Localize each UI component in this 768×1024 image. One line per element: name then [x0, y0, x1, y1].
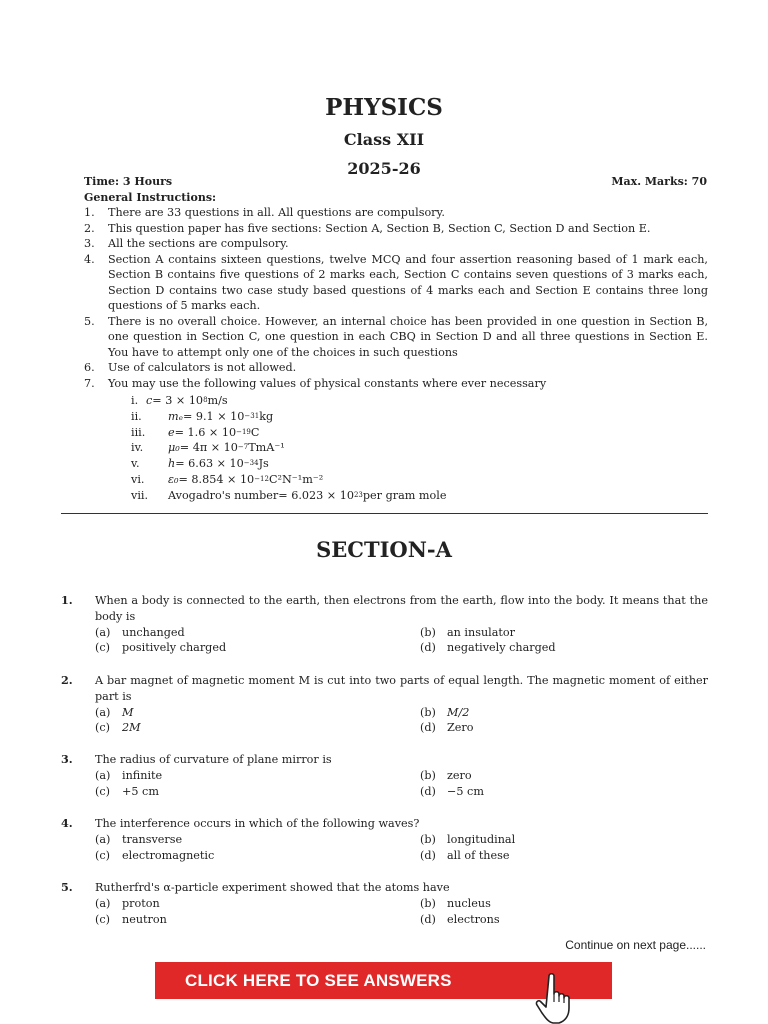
section-divider: [61, 513, 708, 514]
option: (b) M/2: [420, 705, 470, 719]
option: (c) electromagnetic: [95, 848, 215, 862]
option: (c) +5 cm: [95, 784, 159, 798]
question-item: [61, 880, 708, 927]
option: (a) transverse: [95, 832, 183, 846]
max-marks-label: Max. Marks: 70: [611, 175, 707, 188]
option: (a) unchanged: [95, 625, 185, 639]
general-instructions-heading: General Instructions:: [84, 191, 217, 204]
option: (c) neutron: [95, 912, 167, 926]
option: (b) longitudinal: [420, 832, 516, 846]
section-title: SECTION-A: [316, 537, 452, 562]
constants-list: [131, 393, 446, 504]
question-item: [61, 752, 708, 799]
option: (d) negatively charged: [420, 641, 556, 655]
option: (c) positively charged: [95, 641, 227, 655]
constant-item: iii. e = 1.6 × 10 −19 C: [131, 425, 260, 439]
instruction-item: 5. There is no overall choice. However, an internal choice has been provided in one question in Section B, one question in Section C, one question in each CBQ in Section D and all three questions in Section E. You have to attempt only one of the choices in such questions: [84, 314, 708, 359]
options-grid: [95, 705, 708, 737]
option: (d) electrons: [420, 912, 500, 926]
instruction-item: 6. Use of calculators is not allowed.: [84, 361, 297, 374]
option: (a) M: [95, 705, 134, 719]
constant-item: ii. mₑ = 9.1 × 10 −31 kg: [131, 409, 274, 423]
option: (d) all of these: [420, 848, 510, 862]
option: (b) nucleus: [420, 896, 491, 910]
constant-item: iv. μ₀ = 4π × 10 −7 TmA⁻¹: [131, 441, 285, 455]
time-label: Time: 3 Hours: [84, 175, 173, 188]
question-item: [61, 673, 708, 736]
option: (a) infinite: [95, 768, 163, 782]
question-text: The radius of curvature of plane mirror is: [95, 753, 332, 766]
options-grid: [95, 896, 708, 928]
see-answers-button[interactable]: CLICK HERE TO SEE ANSWERS: [155, 962, 612, 999]
instruction-item: 7. You may use the following values of physical constants where ever necessary: [84, 376, 547, 390]
question-number: 1.: [61, 593, 73, 607]
question-text: A bar magnet of magnetic moment M is cut into two parts of equal length. The magnetic moment of either part is: [95, 674, 708, 703]
constant-item: v. h = 6.63 × 10 −34 Js: [131, 457, 269, 471]
continue-note: Continue on next page......: [565, 938, 706, 952]
option: (c) 2M: [95, 721, 141, 735]
options-grid: [95, 832, 708, 864]
constant-item: i. c = 3 × 10 8 m/s: [131, 394, 228, 407]
constant-item: vii. Avogadro's number = 6.023 × 10 23 per gram mole: [131, 488, 447, 502]
question-text: When a body is connected to the earth, then electrons from the earth, flow into the body. It means that the body is: [95, 594, 708, 623]
question-item: [61, 816, 708, 863]
question-text: Rutherfrd's α-particle experiment showed that the atoms have: [95, 881, 450, 894]
option: (b) an insulator: [420, 625, 515, 639]
question-item: [61, 593, 708, 656]
paper-title: PHYSICS: [325, 94, 443, 121]
instruction-item: 1. There are 33 questions in all. All questions are compulsory.: [84, 206, 445, 219]
question-text: The interference occurs in which of the following waves?: [95, 817, 420, 830]
option: (d) −5 cm: [420, 784, 484, 798]
instruction-item: 4. Section A contains sixteen questions, twelve MCQ and four assertion reasoning based of 1 mark each, Section B contains five questions of 2 marks each, Section C contains seven questions of 3 marks each, Section D contains two case study based questions of 4 marks each and Section E contains three long questions of 5 marks each.: [84, 252, 708, 312]
options-grid: [95, 768, 708, 800]
instruction-item: 2. This question paper has five sections: Section A, Section B, Section C, Section D and Section E.: [84, 221, 651, 235]
pointing-hand-icon[interactable]: [535, 970, 583, 1024]
constant-item: vi. ε₀ = 8.854 × 10 −12 C²N⁻¹m⁻²: [131, 472, 324, 486]
question-number: 5.: [61, 880, 73, 894]
session-year: 2025-26: [347, 159, 421, 178]
option: (d) Zero: [420, 721, 474, 735]
question-number: 2.: [61, 673, 73, 687]
class-label: Class XII: [343, 130, 425, 149]
question-number: 3.: [61, 752, 73, 766]
instructions-list: [84, 205, 708, 391]
options-grid: [95, 625, 708, 657]
instruction-item: 3. All the sections are compulsory.: [84, 237, 289, 250]
question-number: 4.: [61, 816, 73, 830]
option: (b) zero: [420, 768, 472, 782]
option: (a) proton: [95, 896, 160, 910]
